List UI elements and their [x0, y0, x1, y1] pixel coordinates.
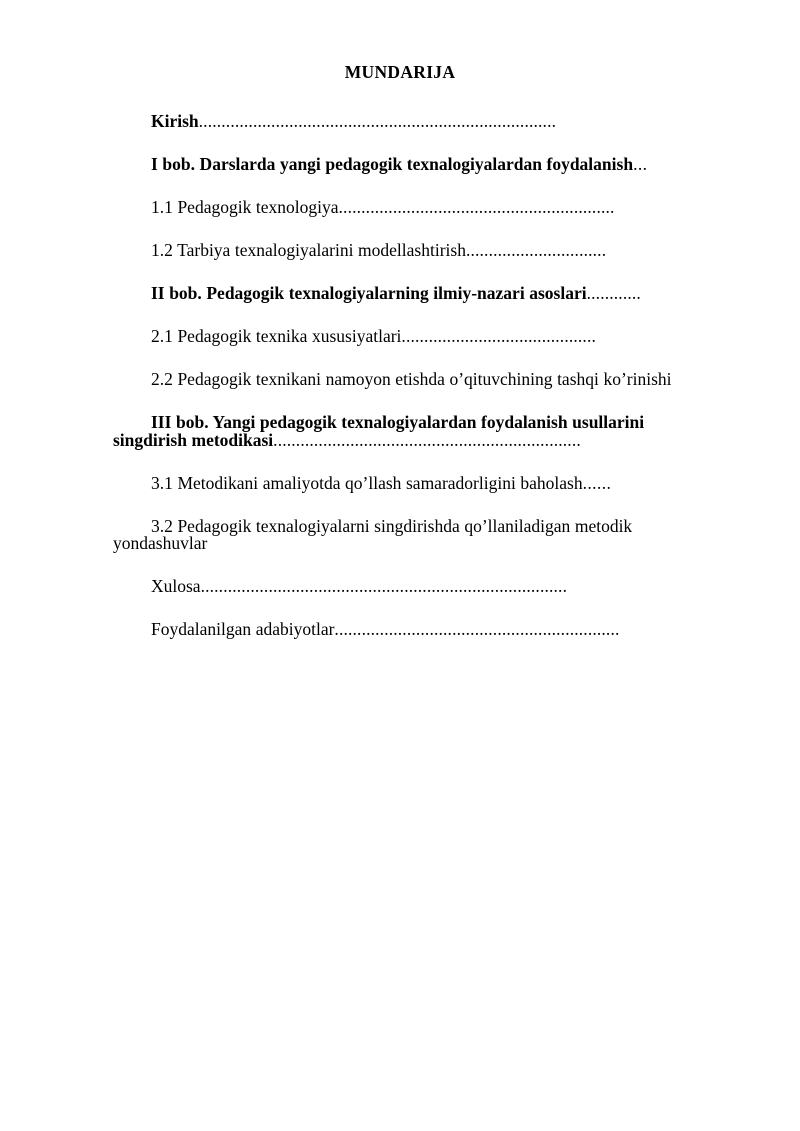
toc-entry-section-3-1[interactable]: [113, 472, 687, 493]
toc-entry-bob-2[interactable]: [113, 285, 687, 303]
toc-dot-leader: ......: [582, 472, 612, 493]
toc-entry-label: 2.2 Pedagogik texnikani namoyon etishda o’qituvchining tashqi ko’rinishi: [151, 369, 672, 389]
table-of-contents: [113, 113, 687, 639]
toc-entry-section-3-2[interactable]: [113, 515, 687, 553]
toc-entry-section-2-2[interactable]: [113, 371, 687, 389]
toc-entry-label: 2.1 Pedagogik texnika xususiyatlari: [151, 326, 402, 346]
toc-dot-leader: ...............................................................................: [198, 111, 557, 131]
toc-entry-bob-3[interactable]: [113, 414, 687, 449]
toc-dot-leader: .............................................................: [338, 197, 615, 217]
document-content: [113, 62, 687, 664]
toc-entry-label: Foydalanilgan adabiyotlar: [151, 619, 335, 639]
toc-dot-leader: ...: [633, 154, 648, 174]
toc-entry-label: I bob. Darslarda yangi pedagogik texnalogiyalardan foydalanish: [151, 154, 634, 174]
toc-dot-leader: ............: [586, 283, 641, 303]
toc-entry-label: Kirish: [151, 111, 199, 131]
toc-entry-label: III bob. Yangi pedagogik texnalogiyalardan foydalanish usullarini singdirish metodikasi: [113, 412, 649, 450]
toc-dot-leader: ....................................................................: [273, 429, 581, 450]
toc-entry-label: 1.1 Pedagogik texnologiya: [151, 197, 339, 217]
toc-entry-bob-1[interactable]: [113, 156, 687, 174]
toc-entry-label: Xulosa: [151, 576, 201, 596]
toc-entry-kirish[interactable]: [113, 113, 687, 131]
toc-entry-foydalanilgan-adabiyotlar[interactable]: [113, 621, 687, 639]
page-title: MUNDARIJA: [344, 62, 456, 82]
toc-dot-leader: .................................................................................: [200, 576, 568, 596]
toc-dot-leader: ...........................................: [401, 326, 596, 346]
toc-dot-leader: ...............................: [465, 240, 607, 260]
toc-entry-label: II bob. Pedagogik texnalogiyalarning ilmiy-nazari asoslari: [151, 283, 587, 303]
toc-dot-leader: ...............................................................: [334, 619, 620, 639]
toc-entry-label: 3.1 Metodikani amaliyotda qo’llash samaradorligini baholash: [151, 472, 583, 493]
toc-entry-section-1-2[interactable]: [113, 242, 687, 260]
toc-entry-xulosa[interactable]: [113, 578, 687, 596]
toc-entry-label: 3.2 Pedagogik texnalogiyalarni singdirishda qo’llaniladigan metodik yondashuvlar: [113, 515, 637, 553]
toc-entry-section-1-1[interactable]: [113, 199, 687, 217]
toc-entry-section-2-1[interactable]: [113, 328, 687, 346]
toc-entry-label: 1.2 Tarbiya texnalogiyalarini modellashtirish: [151, 240, 466, 260]
